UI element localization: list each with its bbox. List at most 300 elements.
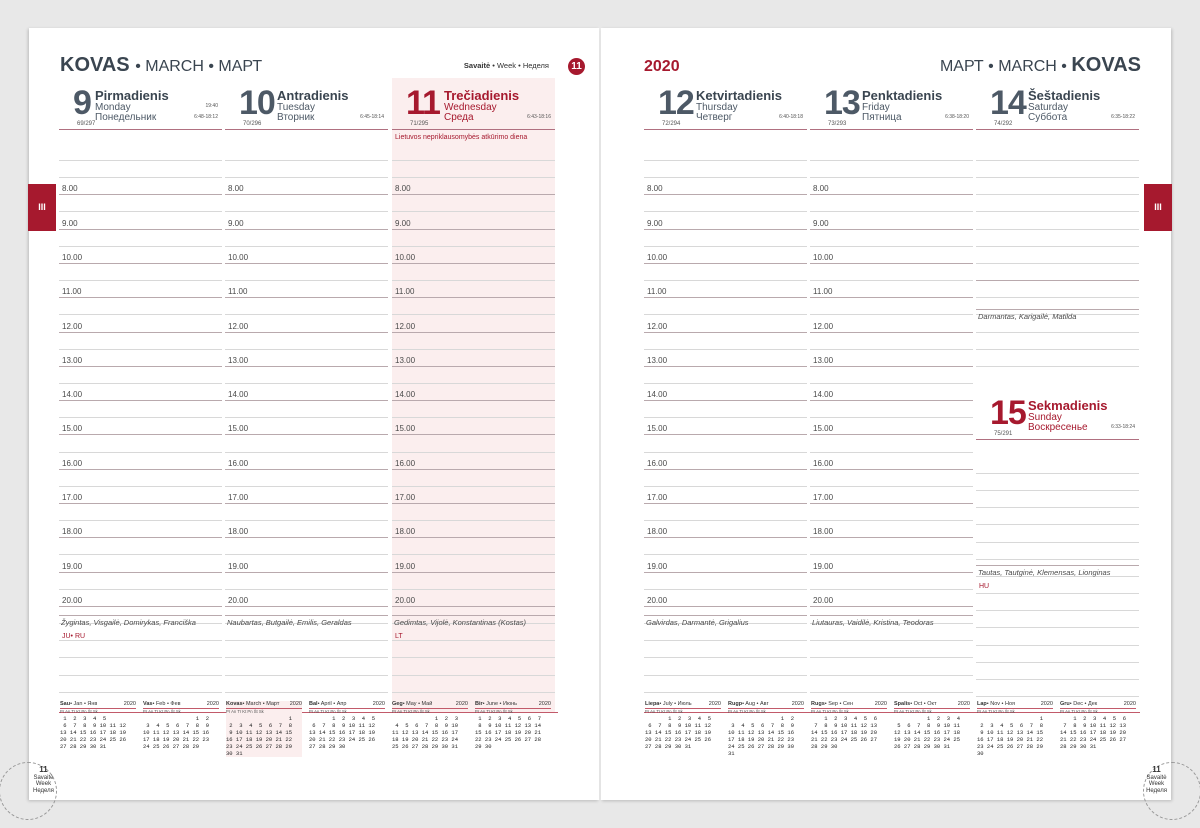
time-slot-line [644, 297, 807, 298]
sunrise-sunset: 6:38-18:20 [945, 114, 969, 120]
sunrise-sunset: 6:45-18:14 [360, 114, 384, 120]
time-slot-line [976, 610, 1139, 611]
mini-week-row: 17 18 19 20 21 22 23 [728, 736, 795, 743]
hour-label: 20.00 [395, 595, 416, 605]
hour-label: 20.00 [62, 595, 83, 605]
time-slot-line [810, 452, 973, 453]
hour-label: 14.00 [228, 390, 249, 400]
mini-week-row: 2 3 4 5 6 7 8 [226, 722, 293, 729]
time-slot-line [392, 194, 555, 195]
mini-week-row: 20 21 22 23 24 25 26 [60, 736, 127, 743]
time-slot-line [644, 452, 807, 453]
mini-month-rest: • March • Март [242, 701, 280, 707]
mini-week-row: 4 5 6 7 8 9 10 [392, 722, 459, 729]
mini-weekdays: Pr An Tr Kt Pn Št Sk [392, 709, 430, 714]
time-slot-line [59, 229, 222, 230]
mini-month-name: Bal [309, 701, 318, 707]
time-slot-line [810, 366, 973, 367]
names-line [392, 615, 555, 616]
time-slot-line [810, 246, 973, 247]
hour-label: 12.00 [813, 321, 834, 331]
day-header-line [225, 129, 388, 130]
time-slot-line [644, 417, 807, 418]
name-days: Naubartas, Butgailė, Emilis, Geraldas [227, 618, 352, 627]
mini-calendar-kovas[interactable] [226, 701, 302, 757]
day-name-lt: Trečiadienis [444, 88, 520, 103]
mini-month-header [392, 701, 468, 709]
mini-month-rest: • Sep • Сен [824, 701, 854, 707]
mini-week-row: 10 11 12 13 14 15 16 [143, 729, 210, 736]
time-slot-line [810, 537, 973, 538]
time-slot-line [225, 486, 388, 487]
names-line [976, 565, 1139, 566]
hour-label: 10.00 [62, 252, 83, 262]
time-slot-line [225, 194, 388, 195]
mini-month-header [1060, 701, 1136, 709]
time-slot-line [976, 194, 1139, 195]
mini-week-row: 1 2 [728, 715, 795, 722]
day-name-ru: Суббота [1028, 112, 1068, 123]
mini-week-row: 2 3 4 5 6 7 8 [977, 722, 1044, 729]
time-slot-line [392, 366, 555, 367]
time-slot-line [810, 640, 973, 641]
time-slot-line [644, 263, 807, 264]
time-slot-line [976, 246, 1139, 247]
time-slot-line [644, 246, 807, 247]
hour-label: 8.00 [62, 184, 78, 194]
time-slot-line [225, 280, 388, 281]
hour-label: 13.00 [647, 355, 668, 365]
mini-week-row: 3 4 5 6 7 8 9 [143, 722, 210, 729]
hour-label: 19.00 [228, 561, 249, 571]
time-slot-line [59, 400, 222, 401]
mini-month-header [60, 701, 136, 709]
moon-time: 19:40 [205, 103, 218, 109]
day-header [392, 78, 555, 129]
hour-label: 16.00 [62, 458, 83, 468]
time-slot-line [392, 417, 555, 418]
time-slot-line [810, 400, 973, 401]
time-slot-line [976, 524, 1139, 525]
hour-label: 14.00 [647, 390, 668, 400]
time-slot-line [644, 400, 807, 401]
day-name-en: Wednesday [444, 102, 497, 113]
day-header-line [644, 129, 807, 130]
mini-week-row: 10 11 12 13 14 15 16 [728, 729, 795, 736]
time-slot-line [392, 537, 555, 538]
hour-label: 12.00 [647, 321, 668, 331]
time-slot-line [225, 349, 388, 350]
mini-weekdays: Pr An Tr Kt Pn Št Sk [60, 709, 98, 714]
time-slot-line [810, 177, 973, 178]
day-of-year: 70/296 [243, 121, 262, 127]
day-number: 9 [73, 84, 91, 122]
time-slot-line [810, 211, 973, 212]
mini-year: 2020 [206, 701, 219, 707]
mini-week-row: 19 20 21 22 23 24 25 [894, 736, 961, 743]
mini-month-rest: • Jan • Янв [70, 701, 98, 707]
mini-weekdays: Pr An Tr Kt Pn Št Sk [1060, 709, 1098, 714]
time-slot-line [644, 349, 807, 350]
hour-label: 19.00 [647, 561, 668, 571]
time-slot-line [810, 417, 973, 418]
day-of-year: 69/297 [77, 121, 96, 127]
week-number-badge: 11 [568, 58, 585, 75]
time-slot-line [644, 692, 807, 693]
mini-week-row: 1 2 3 4 [894, 715, 961, 722]
hour-label: 8.00 [228, 184, 244, 194]
hour-label: 17.00 [647, 493, 668, 502]
mini-week-row: 7 8 9 10 11 12 13 [811, 722, 878, 729]
mini-calendar-sau[interactable] [60, 701, 136, 750]
day-header-line [59, 129, 222, 130]
hour-label: 12.00 [62, 321, 83, 331]
mini-calendar-vas[interactable] [143, 701, 219, 750]
time-slot-line [810, 263, 973, 264]
mini-calendar-geg[interactable] [392, 701, 468, 750]
day-name-lt: Pirmadienis [95, 88, 169, 103]
time-slot-line [392, 280, 555, 281]
time-slot-line [59, 194, 222, 195]
mini-year: 2020 [957, 701, 970, 707]
day-name-en: Tuesday [277, 102, 315, 113]
mini-week-row: 1 [226, 715, 293, 722]
mini-week-row: 6 7 8 9 10 11 12 [645, 722, 712, 729]
time-slot-line [225, 417, 388, 418]
mini-week-row: 8 9 10 11 12 13 14 [475, 722, 542, 729]
mini-week-row: 12 13 14 15 16 17 18 [894, 729, 961, 736]
day-header [225, 78, 388, 129]
hour-label: 16.00 [647, 458, 668, 468]
year-title: 2020 [644, 58, 680, 75]
time-slot-line [392, 246, 555, 247]
time-slot-line [976, 645, 1139, 646]
mini-month-name: Kovas [226, 701, 243, 707]
time-slot-line [644, 589, 807, 590]
time-slot-line [59, 366, 222, 367]
time-slot-line [810, 332, 973, 333]
mini-weekdays: Pr An Tr Kt Pn Št Sk [475, 709, 513, 714]
time-slot-line [59, 211, 222, 212]
hour-label: 19.00 [395, 561, 416, 571]
mini-week-row: 20 21 22 23 24 25 26 [309, 736, 376, 743]
time-slot-line [59, 417, 222, 418]
hour-label: 9.00 [813, 218, 829, 228]
mini-year: 2020 [372, 701, 385, 707]
day-of-year: 74/292 [994, 121, 1013, 127]
mini-week-row: 1 2 [143, 715, 210, 722]
day-column-11[interactable] [392, 78, 555, 712]
time-slot-line [644, 434, 807, 435]
hour-label: 12.00 [395, 321, 416, 331]
mini-weekdays: Pr An Tr Kt Pn Št Sk [226, 709, 264, 714]
holiday-countries: LT [395, 633, 403, 640]
time-slot-line [810, 280, 973, 281]
mini-week-row: 30 31 [226, 750, 243, 757]
day-column-14[interactable] [976, 78, 1139, 378]
time-slot-line [225, 675, 388, 676]
sunrise-sunset: 6:35-18:22 [1111, 114, 1135, 120]
mini-year: 2020 [455, 701, 468, 707]
mini-year: 2020 [708, 701, 721, 707]
time-slot-line [392, 349, 555, 350]
mini-calendar-bal[interactable] [309, 701, 385, 750]
hour-label: 17.00 [228, 493, 249, 502]
hour-label: 11.00 [813, 287, 833, 297]
hour-label: 16.00 [813, 458, 834, 468]
mini-month-header [811, 701, 887, 709]
hour-label: 9.00 [395, 218, 411, 228]
mini-month-name: Spalis [894, 701, 911, 707]
mini-month-name: Rugs [811, 701, 825, 707]
hour-label: 10.00 [228, 252, 249, 262]
mini-week-row: 7 8 9 10 11 12 13 [1060, 722, 1127, 729]
time-slot-line [644, 606, 807, 607]
time-slot-line [976, 177, 1139, 178]
day-column-10[interactable] [225, 78, 388, 712]
hour-label: 17.00 [813, 493, 834, 502]
time-slot-line [392, 400, 555, 401]
hour-label: 12.00 [228, 321, 249, 331]
time-slot-line [392, 554, 555, 555]
time-slot-line [392, 452, 555, 453]
day-header-line [810, 129, 973, 130]
page-title: KOVAS • MARCH • МАРТ [60, 54, 263, 76]
mini-week-row: 31 [728, 750, 735, 757]
week-label: Savaitė • Week • Неделя [463, 61, 549, 70]
time-slot-line [644, 537, 807, 538]
mini-week-row: 6 7 8 9 10 11 12 [309, 722, 376, 729]
hour-label: 15.00 [62, 424, 83, 434]
time-slot-line [644, 503, 807, 504]
time-slot-line [810, 520, 973, 521]
time-slot-line [644, 640, 807, 641]
time-slot-line [225, 692, 388, 693]
time-slot-line [392, 657, 555, 658]
time-slot-line [644, 657, 807, 658]
time-slot-line [225, 366, 388, 367]
time-slot-line [225, 383, 388, 384]
time-slot-line [976, 593, 1139, 594]
day-number: 13 [824, 84, 860, 122]
day-column-13[interactable] [810, 78, 973, 712]
mini-month-header [226, 701, 302, 709]
mini-week-row: 9 10 11 12 13 14 15 [226, 729, 293, 736]
time-slot-line [644, 469, 807, 470]
time-slot-line [225, 314, 388, 315]
hour-label: 8.00 [395, 184, 411, 194]
time-slot-line [644, 486, 807, 487]
day-header [59, 78, 222, 129]
mini-week-row: 1 2 3 4 5 [645, 715, 712, 722]
hour-label: 17.00 [62, 493, 83, 502]
mini-year: 2020 [791, 701, 804, 707]
mini-week-row: 17 18 19 20 21 22 23 [143, 736, 210, 743]
time-slot-line [392, 383, 555, 384]
time-slot-line [810, 606, 973, 607]
page-title: МАРТ • MARCH • KOVAS [939, 54, 1141, 76]
mini-month-rest: • Dec • Дек [1069, 701, 1098, 707]
mini-calendar-bir[interactable] [475, 701, 551, 750]
hour-label: 13.00 [62, 355, 83, 365]
hour-label: 18.00 [395, 527, 416, 537]
day-of-year: 73/293 [828, 121, 847, 127]
time-slot-line [225, 246, 388, 247]
mini-month-header [645, 701, 721, 709]
time-slot-line [59, 589, 222, 590]
time-slot-line [976, 627, 1139, 628]
mini-month-header [894, 701, 970, 709]
mini-week-row: 29 30 [475, 743, 492, 750]
mini-week-row: 28 29 30 31 [1060, 743, 1097, 750]
time-slot-line [59, 486, 222, 487]
mini-calendar-gru[interactable] [1060, 701, 1136, 750]
time-slot-line [225, 640, 388, 641]
time-slot-line [59, 503, 222, 504]
mini-month-header [977, 701, 1053, 709]
time-slot-line [392, 263, 555, 264]
time-slot-line [225, 554, 388, 555]
hour-label: 16.00 [228, 458, 249, 468]
day-name-ru: Четверг [696, 112, 733, 123]
day-of-year: 75/291 [994, 431, 1013, 437]
time-slot-line [225, 606, 388, 607]
hour-label: 15.00 [813, 424, 834, 434]
right-page [601, 28, 1171, 800]
mini-calendar-rugp[interactable] [728, 701, 804, 757]
time-slot-line [644, 332, 807, 333]
day-column-12[interactable] [644, 78, 807, 712]
hour-label: 9.00 [647, 218, 663, 228]
time-slot-line [810, 349, 973, 350]
mini-calendar-liepa[interactable] [645, 701, 721, 750]
mini-week-row: 1 2 3 4 5 [309, 715, 376, 722]
month-tab[interactable]: III [28, 184, 56, 231]
mini-month-rest: • July • Июль [659, 701, 692, 707]
time-slot-line [810, 194, 973, 195]
hour-label: 19.00 [62, 561, 83, 571]
time-slot-line [225, 211, 388, 212]
day-name-ru: Пятница [862, 112, 902, 123]
day-number: 11 [406, 84, 440, 122]
time-slot-line [392, 606, 555, 607]
time-slot-line [59, 280, 222, 281]
mini-year: 2020 [874, 701, 887, 707]
day-name-lt: Sekmadienis [1028, 398, 1108, 413]
hour-label: 9.00 [228, 218, 244, 228]
month-tab[interactable]: III [1144, 184, 1172, 231]
time-slot-line [225, 503, 388, 504]
time-slot-line [976, 662, 1139, 663]
day-name-lt: Antradienis [277, 88, 349, 103]
time-slot-line [810, 383, 973, 384]
time-slot-line [976, 559, 1139, 560]
time-slot-line [976, 473, 1139, 474]
time-slot-line [976, 297, 1139, 298]
time-slot-line [644, 520, 807, 521]
day-number: 14 [990, 84, 1026, 122]
time-slot-line [59, 349, 222, 350]
time-slot-line [225, 572, 388, 573]
time-slot-line [810, 314, 973, 315]
day-header-line [392, 129, 555, 130]
day-column-15[interactable] [976, 388, 1139, 712]
time-slot-line [976, 542, 1139, 543]
time-slot-line [59, 520, 222, 521]
mini-week-row: 23 24 25 26 27 28 29 [977, 743, 1044, 750]
time-slot-line [644, 383, 807, 384]
mini-week-row: 1 2 3 4 5 6 7 [475, 715, 542, 722]
mini-weekdays: Pr An Tr Kt Pn Št Sk [894, 709, 932, 714]
hour-label: 10.00 [813, 252, 834, 262]
time-slot-line [392, 692, 555, 693]
hour-label: 10.00 [647, 252, 668, 262]
mini-month-name: Geg [392, 701, 403, 707]
mini-week-row: 14 15 16 17 18 19 20 [811, 729, 878, 736]
day-name-lt: Penktadienis [862, 88, 943, 103]
mini-week-row: 23 24 25 26 27 28 29 [226, 743, 293, 750]
time-slot-line [59, 469, 222, 470]
time-slot-line [225, 452, 388, 453]
mini-year: 2020 [123, 701, 136, 707]
mini-year: 2020 [1040, 701, 1053, 707]
left-page [29, 28, 599, 800]
time-slot-line [392, 177, 555, 178]
name-days: Gedimtas, Vijolė, Konstantinas (Kostas) [394, 618, 527, 627]
time-slot-line [810, 503, 973, 504]
mini-week-row: 1 2 3 4 5 [60, 715, 107, 722]
mini-week-row: 27 28 29 30 [309, 743, 346, 750]
day-header [976, 388, 1139, 439]
hour-label: 13.00 [228, 355, 249, 365]
day-header-line [976, 129, 1139, 130]
time-slot-line [59, 434, 222, 435]
mini-month-rest: • Feb • Фев [152, 701, 181, 707]
mini-week-row: 22 23 24 25 26 27 28 [475, 736, 542, 743]
time-slot-line [225, 469, 388, 470]
mini-week-row: 20 21 22 23 24 25 26 [645, 736, 712, 743]
day-name-ru: Воскресенье [1028, 422, 1088, 433]
time-slot-line [392, 229, 555, 230]
time-slot-line [59, 640, 222, 641]
hour-label: 13.00 [395, 355, 416, 365]
hour-label: 8.00 [647, 184, 663, 194]
time-slot-line [810, 572, 973, 573]
mini-calendar-spalis[interactable] [894, 701, 970, 750]
mini-week-row: 18 19 20 21 22 23 24 [392, 736, 459, 743]
day-name-en: Monday [95, 102, 131, 113]
mini-calendar-rugs[interactable] [811, 701, 887, 750]
time-slot-line [59, 297, 222, 298]
mini-month-name: Bir [475, 701, 483, 707]
day-name-en: Friday [862, 102, 890, 113]
hour-label: 18.00 [647, 527, 668, 537]
day-number: 12 [658, 84, 694, 122]
day-header-line [976, 439, 1139, 440]
hour-label: 11.00 [395, 287, 415, 297]
names-line [976, 309, 1139, 310]
time-slot-line [810, 229, 973, 230]
mini-calendar-lap[interactable] [977, 701, 1053, 757]
time-slot-line [392, 675, 555, 676]
holiday-countries: HU [979, 583, 990, 590]
time-slot-line [644, 160, 807, 161]
mini-week-row: 27 28 29 30 31 [645, 743, 692, 750]
day-column-9[interactable] [59, 78, 222, 712]
time-slot-line [392, 640, 555, 641]
time-slot-line [59, 160, 222, 161]
hour-label: 11.00 [647, 287, 667, 297]
